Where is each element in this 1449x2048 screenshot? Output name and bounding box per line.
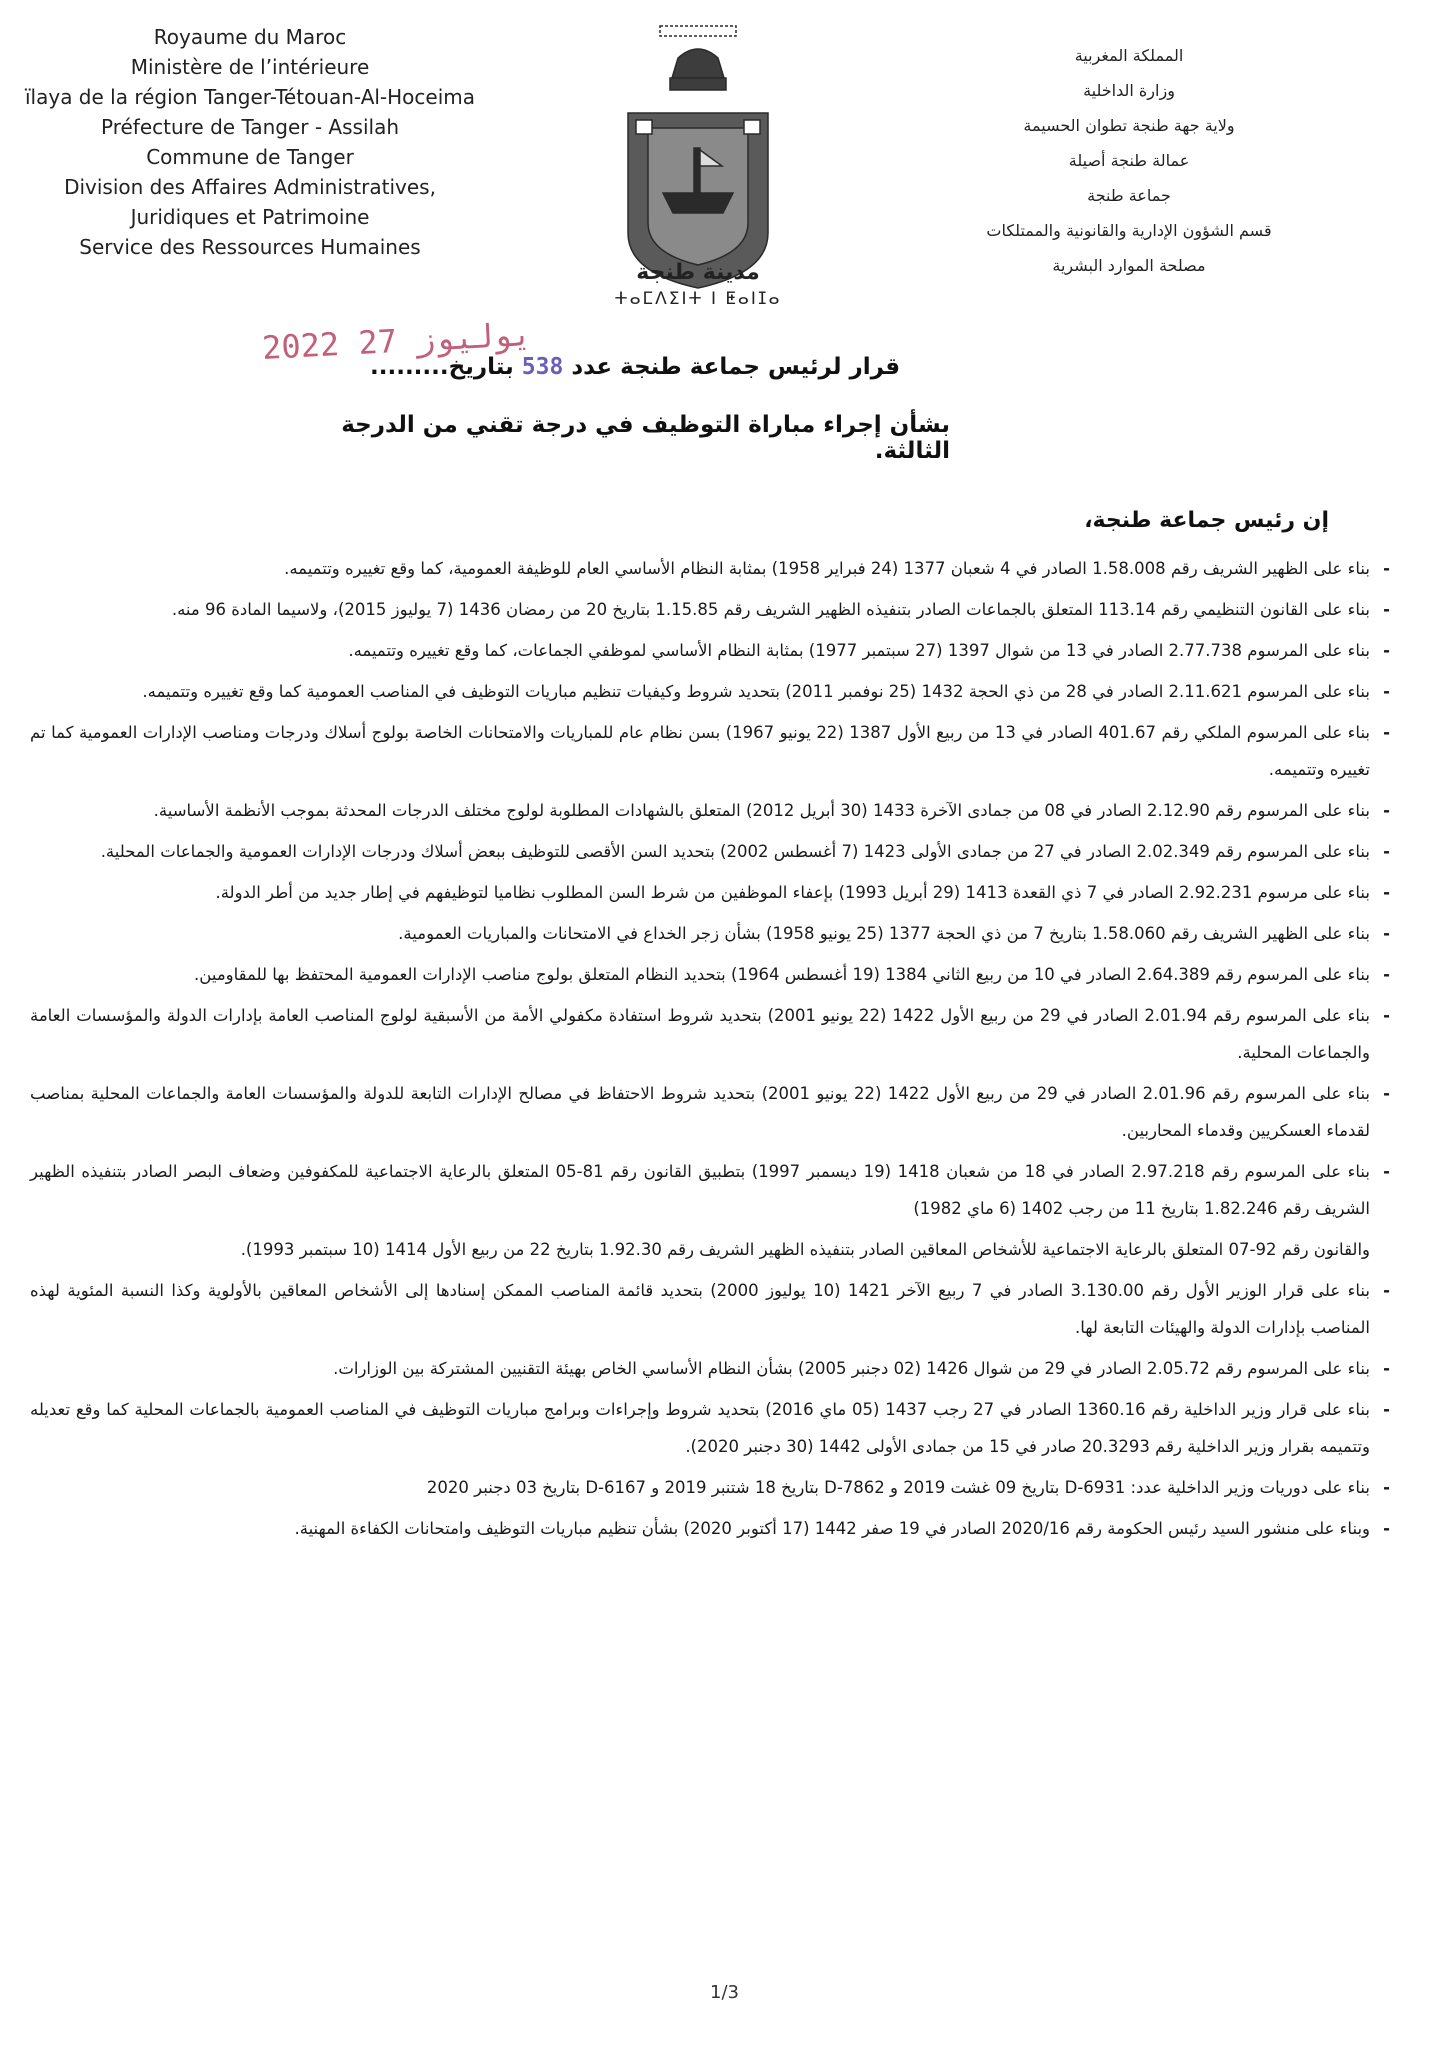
decision-subject: بشأن إجراء مباراة التوظيف في درجة تقني من الدرجة الثالثة. [341,412,950,464]
clause-item: - بناء على قرار الوزير الأول رقم 3.130.00 الصادر في 7 ربيع الآخر 1421 (10 يوليوز 2000) بتحديد قائمة المناصب الممكن إسنادها إلى الأشخاص المعاقين بالأولوية وكذا النسبة المئوية لهذه المناصب بإدارات الدولة والهيئات التابعة لها. [30,1272,1370,1346]
header-fr-line: Ministère de l’intérieure [130,55,370,79]
header-french [0,22,500,262]
clause-item: - بناء على المرسوم رقم 2.12.90 الصادر في 08 من جمادى الآخرة 1433 (30 أبريل 2012) المتعلق بالشهادات المطلوبة لولوج مختلف الدرجات المحدثة بموجب الأنظمة الأساسية. [30,792,1370,829]
header-fr-line: Royaume du Maroc [153,25,347,49]
clause-item: - بناء على الظهير الشريف رقم 1.58.060 بتاريخ 7 من ذي الحجة 1377 (25 يونيو 1958) بشأن زجر الخداع في الامتحانات والمباريات العمومية. [30,915,1370,952]
decision-title [330,354,900,380]
emblem-caption-arabic: مدينة طنجة [636,260,760,285]
clause-item: - بناء على القانون التنظيمي رقم 113.14 المتعلق بالجماعات الصادر بتنفيذه الظهير الشريف رقم 1.15.85 بتاريخ 20 من رمضان 1436 (7 يوليوز 2015)، ولاسيما المادة 96 منه. [30,591,1370,628]
header-fr-line: Division des Affaires Administratives, [64,175,436,199]
emblem-caption [606,260,790,312]
header-fr-line: Préfecture de Tanger - Assilah [100,115,400,139]
intro-heading: إن رئيس جماعة طنجة، [1084,508,1329,533]
header-fr-line: Juridiques et Patrimoine [130,205,370,229]
decision-number: 538 [521,354,564,380]
clause-item: - بناء على دوريات وزير الداخلية عدد: D-6931 بتاريخ 09 غشت 2019 و D-7862 بتاريخ 18 شتنبر 2019 و D-6167 بتاريخ 03 دجنبر 2020 [30,1469,1370,1506]
clause-item: - بناء على المرسوم رقم 2.64.389 الصادر في 10 من ربيع الثاني 1384 (19 أغسطس 1964) بتحديد النظام المتعلق بولوج مناصب الإدارات العمومية المحتفظ بها للمقاومين. [30,956,1370,993]
stamp-date: 2022 يوليوز 27 [261,314,533,368]
header-arabic [919,38,1339,283]
clause-item: - بناء على مرسوم 2.92.231 الصادر في 7 ذي القعدة 1413 (29 أبريل 1993) بإعفاء الموظفين من شرط السن المطلوب نظاميا لتوظيفهم في إطار جديد من أطر الدولة. [30,874,1370,911]
page-number: 1/3 [710,1982,739,2003]
clause-item: - بناء على المرسوم 2.11.621 الصادر في 28 من ذي الحجة 1432 (25 نوفمبر 2011) بتحديد شروط وكيفيات تنظيم مباريات التوظيف في المناصب العمومية كما وقع تغييره وتتميمه. [30,673,1370,710]
clause-item: - بناء على المرسوم رقم 2.97.218 الصادر في 18 من شعبان 1418 (19 ديسمبر 1997) بتطبيق القانون رقم 81-05 المتعلق بالرعاية الاجتماعية للمكفوفين وضعاف البصر الصادر بتنفيذه الظهير الشريف رقم 1.82.246 بتاريخ 11 من رجب 1402 (6 ماي 1982) [30,1153,1370,1227]
clause-item: - وبناء على منشور السيد رئيس الحكومة رقم 2020/16 الصادر في 19 صفر 1442 (17 أكتوبر 2020) بشأن تنظيم مباريات التوظيف وامتحانات الكفاءة المهنية. [30,1510,1370,1547]
clause-item: - بناء على المرسوم رقم 2.02.349 الصادر في 27 من جمادى الأولى 1423 (7 أغسطس 2002) بتحديد السن الأقصى للتوظيف ببعض أسلاك ودرجات الإدارات العمومية والجماعات المحلية. [30,833,1370,870]
header-ar-line: المملكة المغربية [1074,46,1184,65]
decision-title-prefix: قرار لرئيس جماعة طنجة عدد [571,354,900,380]
clause-item: - بناء على المرسوم رقم 2.01.94 الصادر في 29 من ربيع الأول 1422 (22 يونيو 2001) بتحديد شروط استفادة مكفولي الأمة من الأسبقية لولوج المناصب العامة بإدارات الدولة والمؤسسات العامة والجماعات المحلية. [30,997,1370,1071]
clause-item: والقانون رقم 92-07 المتعلق بالرعاية الاجتماعية للأشخاص المعاقين الصادر بتنفيذه الظهير الشريف رقم 1.92.30 بتاريخ 22 من ربيع الأول 1414 (10 سبتمبر 1993). [240,1240,1370,1259]
clause-item: - بناء على المرسوم رقم 2.05.72 الصادر في 29 من شوال 1426 (02 دجنبر 2005) بشأن النظام الأساسي الخاص بهيئة التقنيين المشتركة بين الوزارات. [30,1350,1370,1387]
header-ar-line: ولاية جهة طنجة تطوان الحسيمة [1023,116,1235,135]
clause-item: - بناء على المرسوم 2.77.738 الصادر في 13 من شوال 1397 (27 سبتمبر 1977) بمثابة النظام الأساسي لموظفي الجماعات، كما وقع تغييره وتتميمه. [30,632,1370,669]
header-ar-line: جماعة طنجة [1087,186,1171,205]
header-fr-line: Commune de Tanger [146,145,354,169]
header-ar-line: عمالة طنجة أصيلة [1068,151,1190,170]
clause-item: - بناء على الظهير الشريف رقم 1.58.008 الصادر في 4 شعبان 1377 (24 فبراير 1958) بمثابة النظام الأساسي العام للوظيفة العمومية، كما وقع تغييره وتتميمه. [30,550,1370,587]
header-fr-line: ïlaya de la région Tanger-Tétouan-Al-Hoceima [24,85,476,109]
clause-item: - بناء على المرسوم الملكي رقم 401.67 الصادر في 13 من ربيع الأول 1387 (22 يونيو 1967) بسن نظام عام للمباريات والامتحانات الخاصة بولوج أسلاك ودرجات ومناصب الإدارات العمومية كما تم تغييره وتتميمه. [30,714,1370,788]
clause-item: - بناء على قرار وزير الداخلية رقم 1360.16 الصادر في 27 رجب 1437 (05 ماي 2016) بتحديد شروط وإجراءات وبرامج مباريات التوظيف في المناصب العمومية بالجماعات المحلية كما وقع تعديله وتتميمه بقرار وزير الداخلية رقم 20.3293 صادر في 15 من جمادى الأولى 1442 (30 دجنبر 2020). [30,1391,1370,1465]
clause-item: - بناء على المرسوم رقم 2.01.96 الصادر في 29 من ربيع الأول 1422 (22 يونيو 2001) بتحديد شروط الاحتفاظ في مصالح الإدارات التابعة للدولة والمؤسسات العامة والجماعات المحلية بمناصب لقدماء العسكريين وقدماء المحاربين. [30,1075,1370,1149]
header-fr-line: Service des Ressources Humaines [79,235,421,259]
header-ar-line: مصلحة الموارد البشرية [1052,256,1206,275]
emblem-caption-amazigh: ⵜⴰⵎⴷⵉⵏⵜ ⵏ ⵟⴰⵏⵊⴰ [614,289,782,309]
header-ar-line: وزارة الداخلية [1083,81,1175,100]
clauses-list [30,550,1392,1551]
header-ar-line: قسم الشؤون الإدارية والقانونية والممتلكات [986,221,1272,240]
decision-title-suffix: بتاريخ......... [370,354,514,380]
